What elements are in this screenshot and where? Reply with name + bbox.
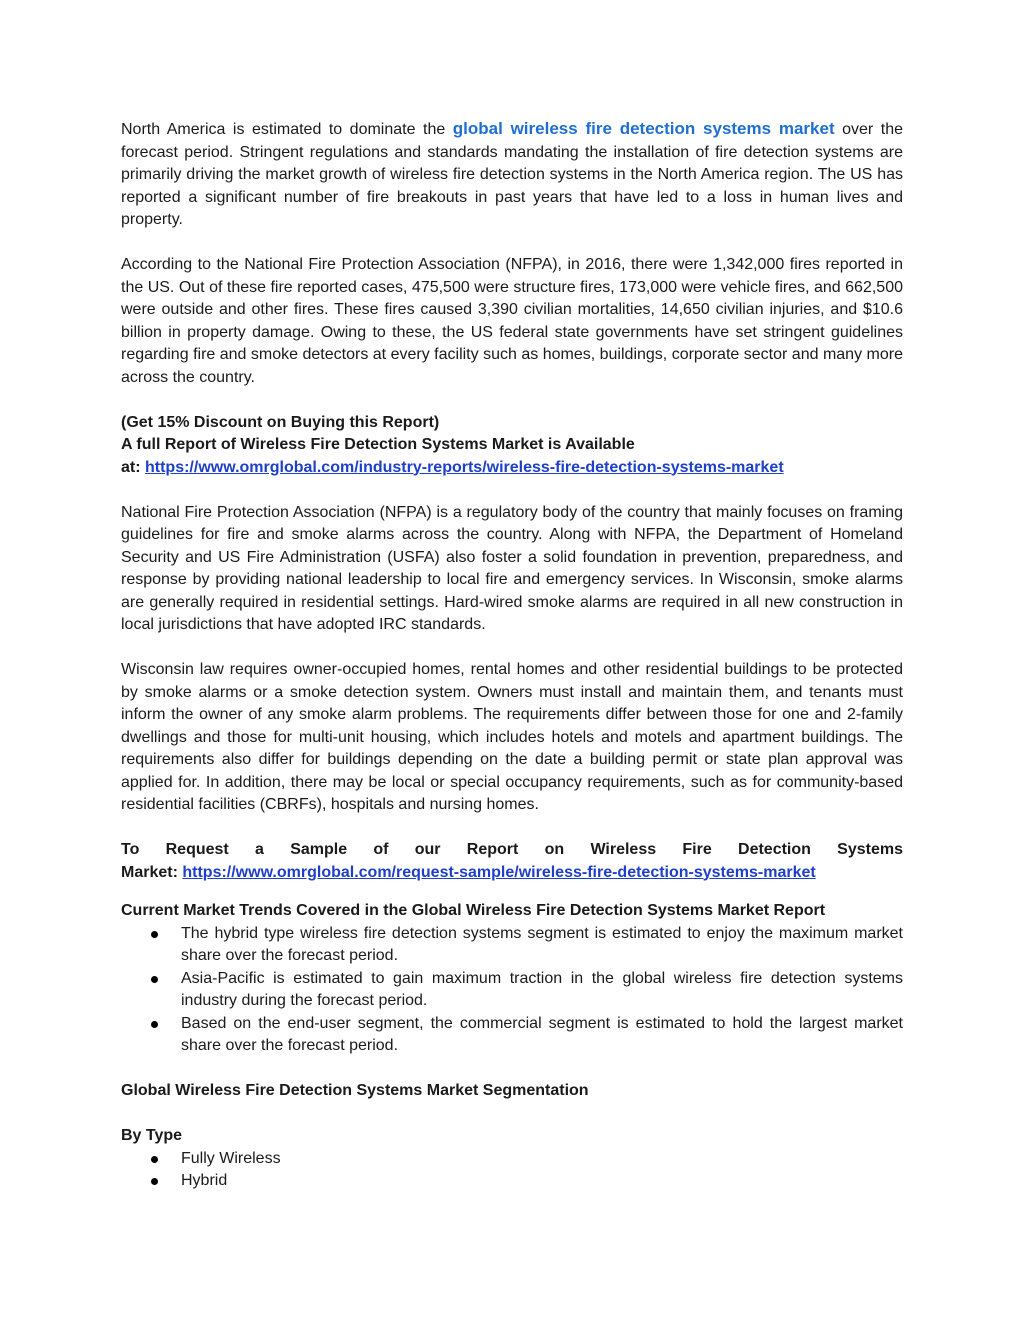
discount-block	[121, 412, 903, 480]
list-item: Based on the end-user segment, the commercial segment is estimated to hold the largest market share over the forecast period.	[121, 1013, 903, 1058]
segmentation-heading: Global Wireless Fire Detection Systems Market Segmentation	[121, 1082, 589, 1099]
full-report-link[interactable]: https://www.omrglobal.com/industry-reports/wireless-fire-detection-systems-market	[145, 458, 784, 476]
nfpa-regulatory-paragraph: National Fire Protection Association (NFPA) is a regulatory body of the country that mainly focuses on framing guidelines for fire and smoke alarms across the country. Along with NFPA, the Department of Homeland Security and US Fire Administration (USFA) also foster a solid foundation in prevention, preparedness, and response by providing national leadership to local fire and emergency services. In Wisconsin, smoke alarms are generally required in residential settings. Hard-wired smoke alarms are required in all new construction in local jurisdictions that have adopted IRC standards.	[121, 503, 903, 633]
market-link[interactable]: global wireless fire detection systems market	[452, 119, 835, 138]
intro-text-start: North America is estimated to dominate the	[121, 121, 453, 138]
list-item: Hybrid	[121, 1170, 903, 1193]
list-item: Asia-Pacific is estimated to gain maximum traction in the global wireless fire detection systems industry during the forecast period.	[121, 968, 903, 1013]
trends-heading: Current Market Trends Covered in the Global Wireless Fire Detection Systems Market Report	[121, 902, 826, 919]
full-report-line: A full Report of Wireless Fire Detection Systems Market is Available	[121, 436, 635, 453]
wisconsin-law-paragraph: Wisconsin law requires owner-occupied homes, rental homes and other residential buildings to be protected by smoke alarms or a smoke detection system. Owners must install and maintain them, and tenants must inform the owner of any smoke alarm problems. The requirements differ between those for one and 2-family dwellings and those for multi-unit housing, which includes hotels and motels and apartment buildings. The requirements also differ for buildings depending on the date a building permit or state plan approval was applied for. In addition, there may be local or special occupancy requirements, such as for community-based residential facilities (CBRFs), hospitals and nursing homes.	[121, 661, 903, 813]
document-page	[121, 118, 903, 1193]
list-item: The hybrid type wireless fire detection systems segment is estimated to enjoy the maximum market share over the forecast period.	[121, 923, 903, 968]
list-item: Fully Wireless	[121, 1148, 903, 1171]
sample-request-link[interactable]: https://www.omrglobal.com/request-sample/wireless-fire-detection-systems-market	[182, 863, 816, 881]
by-type-heading: By Type	[121, 1127, 183, 1144]
by-type-list	[121, 1148, 903, 1193]
sample-request-block	[121, 839, 903, 884]
sample-market-label: Market:	[121, 863, 183, 881]
intro-text-end: over the forecast period. Stringent regulations and standards mandating the installation of fire detection systems are primarily driving the market growth of wireless fire detection systems in the North America region. The US has reported a significant number of fire breakouts in past years that have led to a loss in human lives and property.	[121, 121, 903, 228]
sample-request-line: To Request a Sample of our Report on Wireless Fire Detection Systems	[121, 841, 903, 858]
nfpa-statistics-paragraph: According to the National Fire Protection Association (NFPA), in 2016, there were 1,342,000 fires reported in the US. Out of these fire reported cases, 475,500 were structure fires, 173,000 were vehicle fires, and 662,500 were outside and other fires. These fires caused 3,390 civilian mortalities, 14,650 civilian injuries, and $10.6 billion in property damage. Owing to these, the US federal state governments have set stringent guidelines regarding fire and smoke detectors at every facility such as homes, buildings, corporate sector and many more across the country.	[121, 256, 903, 386]
at-label: at:	[121, 458, 145, 476]
trends-list	[121, 923, 903, 1058]
discount-line: (Get 15% Discount on Buying this Report)	[121, 413, 440, 431]
intro-paragraph	[121, 118, 903, 232]
